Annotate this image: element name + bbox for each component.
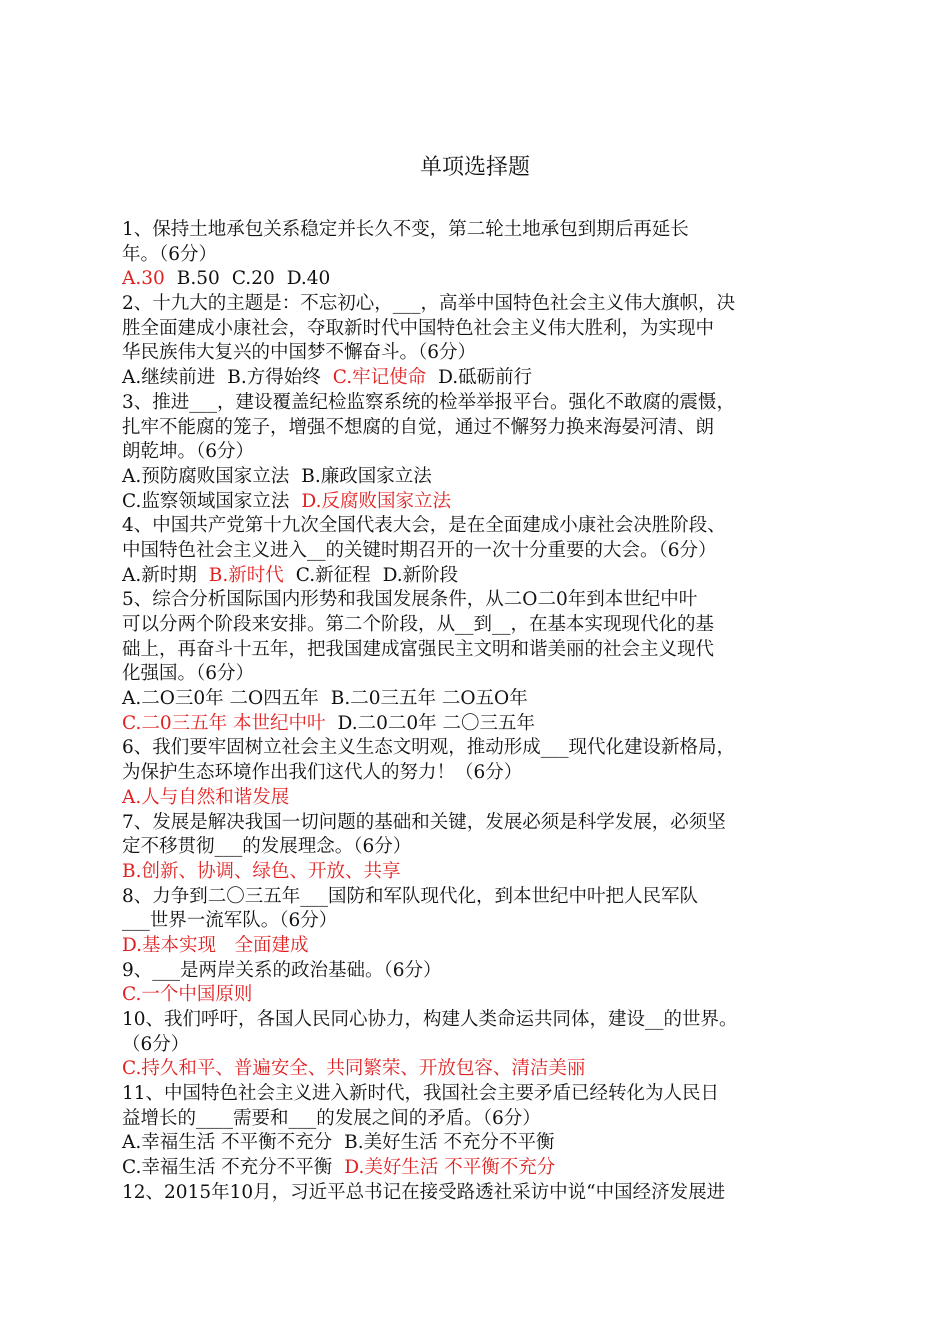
question-text-line: 1、保持土地承包关系稳定并长久不变，第二轮土地承包到期后再延长: [122, 219, 689, 240]
answer-options-line: [122, 490, 838, 515]
answer-option: A.预防腐败国家立法: [122, 465, 290, 487]
question-text-line: 10、我们呼吁，各国人民同心协力，构建人类命运共同体，建设__的世界。: [122, 1009, 738, 1030]
answer-option: A.继续前进: [122, 367, 216, 389]
question-text-line: 5、综合分析国际国内形势和我国发展条件，从二O二0年到本世纪中叶: [122, 589, 698, 611]
correct-answer-option: A.30: [122, 268, 165, 290]
answer-option: D.二0二0年 二〇三五年: [337, 712, 536, 734]
question-text-line: 12、2015年10月，习近平总书记在接受路透社采访中说“中国经济发展进: [122, 1181, 726, 1203]
answer-option: A.新时期: [122, 564, 197, 586]
answer-options-line: [122, 983, 838, 1008]
answer-option: C.新征程: [295, 564, 371, 586]
question-text-line: 扎牢不能腐的笼子，增强不想腐的自觉，通过不懈努力换来海晏河清、朗: [122, 416, 715, 438]
answer-option: B.廉政国家立法: [301, 465, 432, 487]
answer-option: B.美好生活 不充分不平衡: [344, 1132, 555, 1154]
question-text-line: 朗乾坤。（6分）: [122, 441, 255, 463]
answer-option: A.幸福生活 不平衡不充分: [122, 1132, 333, 1154]
answer-options-line: [122, 1131, 838, 1156]
question-text-line: 9、___是两岸关系的政治基础。（6分）: [122, 959, 442, 981]
answer-option: B.方得始终: [227, 367, 321, 389]
question-text-line: 11、中国特色社会主义进入新时代，我国社会主要矛盾已经转化为人民日: [122, 1083, 720, 1105]
question-text-line: 化强国。（6分）: [122, 663, 255, 685]
answer-options-line: [122, 366, 838, 391]
answer-option: B.50: [176, 268, 220, 290]
correct-answer-option: C.二0三五年 本世纪中叶: [122, 712, 326, 734]
correct-answer-option: D.反腐败国家立法: [301, 490, 451, 512]
answer-options-line: [122, 860, 838, 885]
correct-answer-option: D.美好生活 不平衡不充分: [344, 1157, 556, 1179]
question-text-line: 年。（6分）: [122, 243, 218, 265]
question-text-line: 6、我们要牢固树立社会主义生态文明观，推动形成___现代化建设新格局，: [122, 737, 736, 759]
answer-options-line: [122, 564, 838, 589]
answer-options-line: [122, 934, 838, 959]
answer-options-line: [122, 712, 838, 737]
question-text-line: （6分）: [122, 1033, 190, 1055]
question-list: [122, 218, 838, 1206]
question-text-line: 7、发展是解决我国一切问题的基础和关键，发展必须是科学发展，必须坚: [122, 811, 726, 833]
answer-option: D.砥砺前行: [438, 367, 533, 389]
page-title: 单项选择题: [419, 155, 530, 180]
answer-option: D.新阶段: [382, 564, 459, 586]
answer-options-line: [122, 267, 838, 292]
answer-option: C.幸福生活 不充分不平衡: [122, 1157, 333, 1179]
question-text-line: 胜全面建成小康社会，夺取新时代中国特色社会主义伟大胜利，为实现中: [122, 317, 715, 339]
correct-answer-option: D.基本实现 全面建成: [122, 934, 309, 956]
question-text-line: 3、推进___，建设覆盖纪检监察系统的检举举报平台。强化不敢腐的震慑，: [122, 391, 736, 413]
correct-answer-option: B.创新、协调、绿色、开放、共享: [122, 860, 401, 882]
question-text-line: 定不移贯彻___的发展理念。（6分）: [122, 836, 412, 858]
answer-option: B.二0三五年 二O五O年: [330, 688, 528, 710]
answer-options-line: [122, 465, 838, 490]
question-text-line: 可以分两个阶段来安排。第二个阶段，从__到__，在基本实现现代化的基: [122, 614, 715, 635]
answer-options-line: [122, 1057, 838, 1082]
answer-options-line: [122, 687, 838, 712]
answer-options-line: [122, 786, 838, 811]
question-text-line: 础上，再奋斗十五年，把我国建成富强民主文明和谐美丽的社会主义现代: [122, 638, 715, 660]
question-text-line: 华民族伟大复兴的中国梦不懈奋斗。（6分）: [122, 342, 477, 364]
question-text-line: 4、中国共产党第十九次全国代表大会，是在全面建成小康社会决胜阶段、: [122, 515, 726, 537]
correct-answer-option: C.持久和平、普遍安全、共同繁荣、开放包容、清洁美丽: [122, 1058, 586, 1080]
question-text-line: 益增长的____需要和___的发展之间的矛盾。（6分）: [122, 1107, 541, 1129]
question-text-line: 中国特色社会主义进入__的关键时期召开的一次十分重要的大会。（6分）: [122, 539, 717, 561]
question-text-line: 2、十九大的主题是：不忘初心，___，高举中国特色社会主义伟大旗帜，决: [122, 293, 736, 315]
question-text-line: 8、力争到二〇三五年___国防和军队现代化，到本世纪中叶把人民军队: [122, 885, 699, 907]
answer-option: C.监察领域国家立法: [122, 490, 290, 512]
answer-options-line: [122, 1156, 838, 1181]
correct-answer-option: B.新时代: [208, 564, 284, 586]
answer-option: C.20: [231, 268, 275, 290]
correct-answer-option: A.人与自然和谐发展: [122, 786, 290, 808]
question-text-line: ___世界一流军队。（6分）: [122, 910, 338, 932]
question-text-line: 为保护生态环境作出我们这代人的努力！（6分）: [122, 762, 523, 784]
correct-answer-option: C.牢记使命: [332, 367, 427, 389]
answer-option: A.二O三0年 二O四五年: [122, 688, 319, 710]
correct-answer-option: C.一个中国原则: [122, 984, 253, 1006]
answer-option: D.40: [286, 268, 331, 290]
